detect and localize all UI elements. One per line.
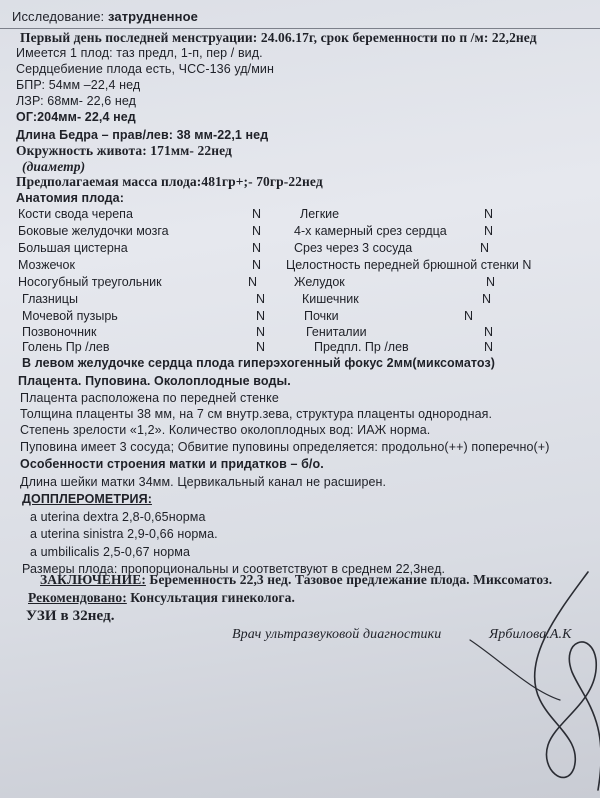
abdomen-line: Окружность живота: 171мм- 22нед [16, 143, 232, 158]
anatomy-left-label: Носогубный треугольник [18, 275, 162, 289]
focus-line: В левом желудочке сердца плода гиперэхогенный фокус 2мм(миксоматоз) [22, 356, 496, 370]
sizes-line: Размеры плода: пропорциональны и соответствуют в среднем 22,3нед. [22, 562, 446, 576]
study-label: Исследование: [12, 9, 105, 24]
anatomy-right-mark: N [484, 207, 494, 221]
placenta-location: Плацента расположена по передней стенке [20, 391, 279, 405]
diameter-line: (диаметр) [22, 159, 86, 174]
anatomy-right-label: Срез через 3 сосуда [294, 241, 413, 255]
doppler-title: ДОППЛЕРОМЕТРИЯ: [22, 492, 152, 506]
anatomy-right-label: 4-х камерный срез сердца [294, 224, 447, 238]
recommendation-label: Рекомендовано: [28, 590, 127, 605]
anatomy-left-label: Боковые желудочки мозга [18, 224, 169, 238]
anatomy-right-mark: N [480, 241, 490, 255]
anatomy-right-label: Предпл. Пр /лев [314, 340, 409, 354]
lmp-line: Первый день последней менструации: 24.06.17г, срок беременности по п /м: 22,2нед [20, 30, 537, 45]
doppler-item: a uterina sinistra 2,9-0,66 норма. [30, 527, 218, 541]
anatomy-right-mark: N [464, 309, 474, 323]
anatomy-right-mark: N [484, 340, 494, 354]
cord-line: Пуповина имеет 3 сосуда; Обвитие пуповины определяется: продольно(++) поперечно(+) [20, 440, 550, 454]
doppler-item: a uterina dextra 2,8-0,65норма [30, 510, 206, 524]
og-line: ОГ:204мм- 22,4 нед [16, 110, 136, 124]
anatomy-right-label: Кишечник [302, 292, 359, 306]
study-value: затрудненное [107, 9, 198, 24]
recommendation-line [28, 590, 295, 606]
anatomy-left-label: Мочевой пузырь [22, 309, 118, 323]
conclusion-text: Беременность 22,3 нед. Тазовое предлежание плода. Миксоматоз. [145, 572, 553, 587]
anatomy-right-label: Легкие [300, 207, 340, 221]
anatomy-right-mark: N [486, 275, 496, 289]
doctor-title: Врач ультразвуковой диагностики [232, 627, 442, 642]
lzr-line: ЛЗР: 68мм- 22,6 нед [16, 94, 137, 108]
doctor-name: Ярбилова.А.К [489, 627, 572, 642]
heartbeat-line: Сердцебиение плода есть, ЧСС-136 уд/мин [16, 62, 275, 76]
header-divider [0, 28, 600, 29]
anatomy-right-mark: N [482, 292, 492, 306]
anatomy-left-label: Кости свода черепа [18, 207, 133, 221]
anatomy-left-mark: N [252, 241, 262, 255]
anatomy-left-mark: N [256, 340, 266, 354]
anatomy-left-label: Глазницы [22, 292, 78, 306]
recommendation-text: Консультация гинеколога. [126, 590, 295, 605]
doppler-item: a umbilicalis 2,5-0,67 норма [30, 545, 191, 559]
uterus-line: Особенности строения матки и придатков – б/о. [20, 457, 324, 471]
anatomy-left-mark: N [256, 292, 266, 306]
anatomy-left-mark: N [248, 275, 258, 289]
anatomy-right-label: Желудок [294, 275, 345, 289]
anatomy-left-label: Позвоночник [22, 325, 97, 339]
anatomy-left-mark: N [256, 309, 266, 323]
fetus-line: Имеется 1 плод: таз предл, 1-п, пер / вид. [16, 46, 263, 60]
anatomy-left-label: Голень Пр /лев [22, 340, 110, 354]
conclusion-label: ЗАКЛЮЧЕНИЕ: [40, 572, 146, 587]
followup-line: УЗИ в 32нед. [26, 608, 115, 624]
anatomy-left-mark: N [252, 224, 262, 238]
femur-line: Длина Бедра – прав/лев: 38 мм-22,1 нед [16, 128, 269, 142]
anatomy-left-mark: N [252, 207, 262, 221]
anatomy-left-label: Большая цистерна [18, 241, 128, 255]
anatomy-left-mark: N [252, 258, 262, 272]
anatomy-right-label: Гениталии [306, 325, 367, 339]
conclusion-line [40, 572, 552, 588]
anatomy-left-label: Мозжечок [18, 258, 75, 272]
weight-line: Предполагаемая масса плода:481гр+;- 70гр-22нед [16, 174, 323, 189]
maturity-line: Степень зрелости «1,2». Количество околоплодных вод: ИАЖ норма. [20, 423, 431, 437]
anatomy-right-mark: N [484, 224, 494, 238]
anatomy-title: Анатомия плода: [16, 191, 125, 205]
study-line [12, 9, 198, 24]
cervix-line: Длина шейки матки 34мм. Цервикальный канал не расширен. [20, 475, 387, 489]
anatomy-right-label: Целостность передней брюшной стенки N [286, 258, 532, 272]
anatomy-right-mark: N [484, 325, 494, 339]
placenta-title: Плацента. Пуповина. Околоплодные воды. [18, 374, 291, 388]
anatomy-left-mark: N [256, 325, 266, 339]
bpr-line: БПР: 54мм –22,4 нед [16, 78, 141, 92]
placenta-thickness: Толщина плаценты 38 мм, на 7 см внутр.зева, структура плаценты однородная. [20, 407, 493, 421]
anatomy-right-label: Почки [304, 309, 339, 323]
